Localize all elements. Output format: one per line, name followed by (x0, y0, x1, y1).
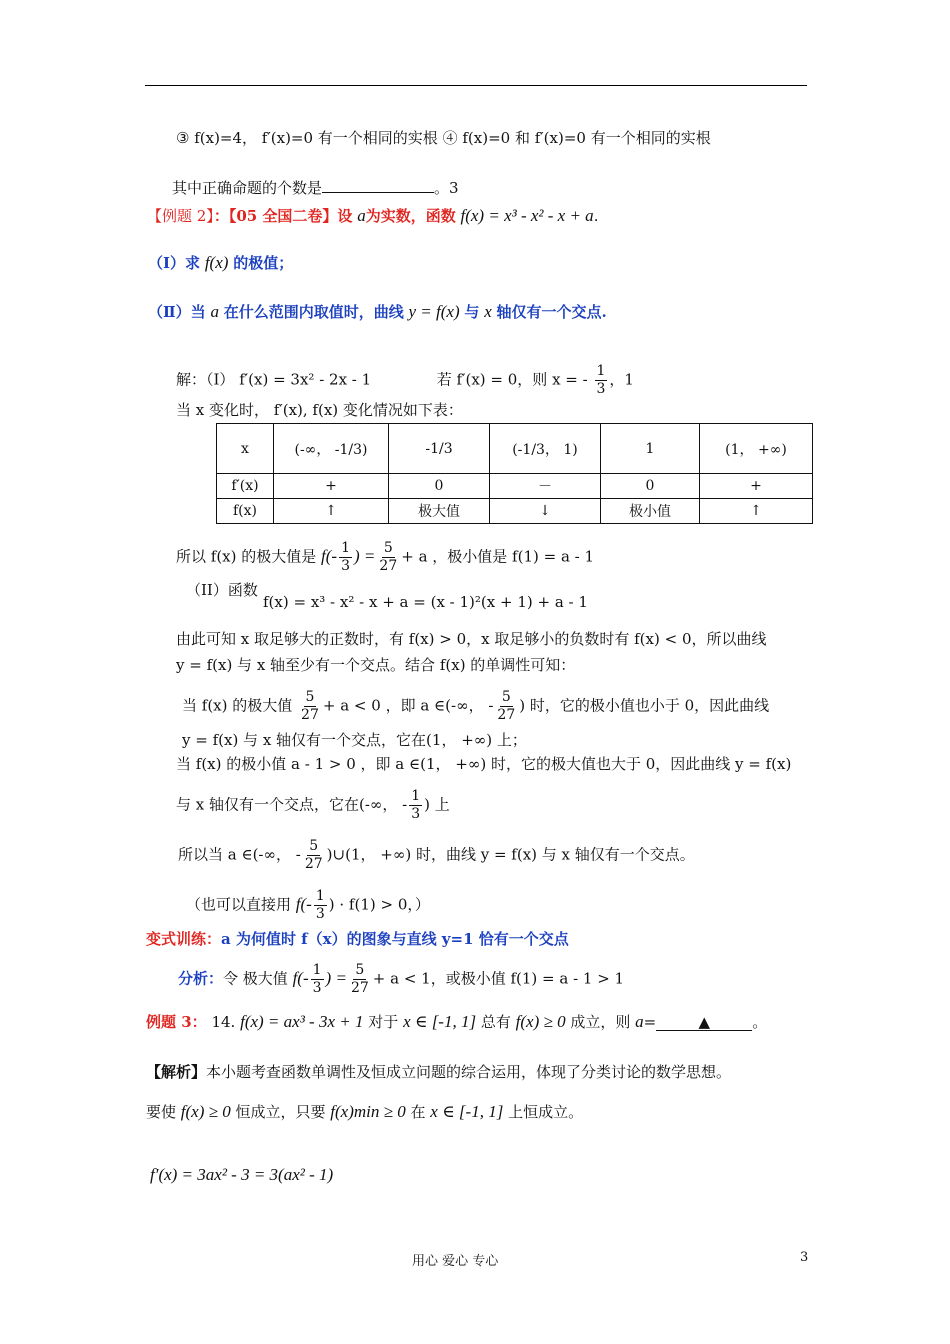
variation-table (216, 423, 813, 524)
header-rule (145, 85, 807, 86)
fraction: $\frac{5}{27}$ (350, 962, 369, 996)
paragraph-line: y = f(x) 与 x 轴仅有一个交点，它在(1， +∞) 上； (182, 731, 527, 749)
table-row: f(x) ↑ 极大值 ↓ 极小值 ↑ (217, 499, 813, 524)
footer-text: 用心 爱心 专心 (412, 1254, 499, 1269)
fraction: $\frac{1}{3}$ (341, 540, 351, 574)
extreme-values: 所以 f(x) 的极大值是 f(- $\frac{1}{3}$ ) = $\frac{5}{27}$ + a ，极小值是 f(1) = a - 1 (176, 540, 595, 574)
derivative-formula: f′(x) = 3ax² - 3 = 3(ax² - 1) (150, 1165, 334, 1184)
table-intro: 当 x 变化时， f′(x), f(x) 变化情况如下表： (176, 401, 463, 419)
fraction: $\frac{1}{3}$ (596, 363, 606, 397)
example-2-function: f(x) = x³ - x² - x + a (460, 206, 594, 225)
fraction: $\frac{1}{3}$ (315, 888, 325, 922)
requirement-line: 要使 f(x) ≥ 0 恒成立，只要 f(x)min ≥ 0 在 x ∈ [-1, 1] 上恒成立。 (146, 1102, 584, 1121)
fraction: $\frac{1}{3}$ (411, 788, 421, 822)
paragraph-line: （也可以直接用 f(- $\frac{1}{3}$ ) · f(1) > 0，） (186, 888, 430, 922)
variant-exercise: 变式训练：a 为何值时 f（x）的图象与直线 y=1 恰有一个交点 (146, 930, 569, 948)
fraction: $\frac{5}{27}$ (301, 689, 319, 723)
fraction: $\frac{5}{27}$ (304, 838, 323, 872)
fraction: $\frac{1}{3}$ (312, 962, 322, 996)
answer-blank (322, 178, 434, 193)
example-3: 例题 3： 14. f(x) = ax³ - 3x + 1 对于 x ∈ [-1, 1] 总有 f(x) ≥ 0 成立，则 a= ▲ 。 (146, 1012, 768, 1031)
analysis: 分析：令 极大值 f(- $\frac{1}{3}$ ) = $\frac{5}{27}$ + a < 1，或极小值 f(1) = a - 1 > 1 (178, 962, 625, 996)
fraction: $\frac{5}{27}$ (497, 689, 516, 723)
paragraph-line: 由此可知 x 取足够大的正数时，有 f(x) > 0，x 取足够小的负数时有 f(x) < 0，所以曲线 (176, 630, 767, 648)
example-2-heading: 【例题 2】：【05 全国二卷】设 a为实数，函数 f(x) = x³ - x² - x + a. (147, 206, 599, 225)
part-ii-function: f(x) = x³ - x² - x + a = (x - 1)²(x + 1) + a - 1 (263, 593, 588, 611)
paragraph-line: 当 f(x) 的极大值 $\frac{5}{27}$ + a < 0 ，即 a ∈(-∞， - $\frac{5}{27}$ ) 时，它的极小值也小于 0，因此曲线 (182, 689, 770, 723)
table-row: x (-∞， -1/3) -1/3 (-1/3， 1) 1 (1， +∞) (217, 424, 813, 474)
page-number: 3 (800, 1250, 809, 1265)
solution-derivative: 解：（Ⅰ） f′(x) = 3x² - 2x - 1 若 f′(x) = 0，则 x = - $\frac{1}{3}$ ，1 (176, 363, 634, 397)
question-2: （Ⅱ）当 a 在什么范围内取值时，曲线 y = f(x) 与 x 轴仅有一个交点. (148, 302, 607, 321)
fraction: $\frac{5}{27}$ (379, 540, 398, 574)
paragraph-line: 所以当 a ∈(-∞， - $\frac{5}{27}$ )∪(1， +∞) 时，曲线 y = f(x) 与 x 轴仅有一个交点。 (178, 838, 695, 872)
question-1: （Ⅰ）求 f(x) 的极值； (148, 253, 294, 272)
paragraph-line: y = f(x) 与 x 轴至少有一个交点。结合 f(x) 的单调性可知： (176, 656, 576, 674)
part-ii-label: （II）函数 (186, 581, 258, 599)
paragraph-line: 与 x 轴仅有一个交点，它在(-∞， - $\frac{1}{3}$ ) 上 (176, 788, 450, 822)
answer-blank-triangle: ▲ (656, 1012, 752, 1031)
statement-3-4: ③ f(x)=4， f′(x)=0 有一个相同的实根 ④ f(x)=0 和 f′(x)=0 有一个相同的实根 (176, 129, 711, 147)
table-row: f′(x) + 0 － 0 + (217, 474, 813, 499)
analysis-heading: 【解析】本小题考查函数单调性及恒成立问题的综合运用，体现了分类讨论的数学思想。 (146, 1063, 732, 1081)
count-question: 其中正确命题的个数是 。3 (172, 179, 459, 197)
paragraph-line: 当 f(x) 的极小值 a - 1 > 0 ，即 a ∈(1， +∞) 时，它的极大值也大于 0，因此曲线 y = f(x) (176, 755, 792, 773)
